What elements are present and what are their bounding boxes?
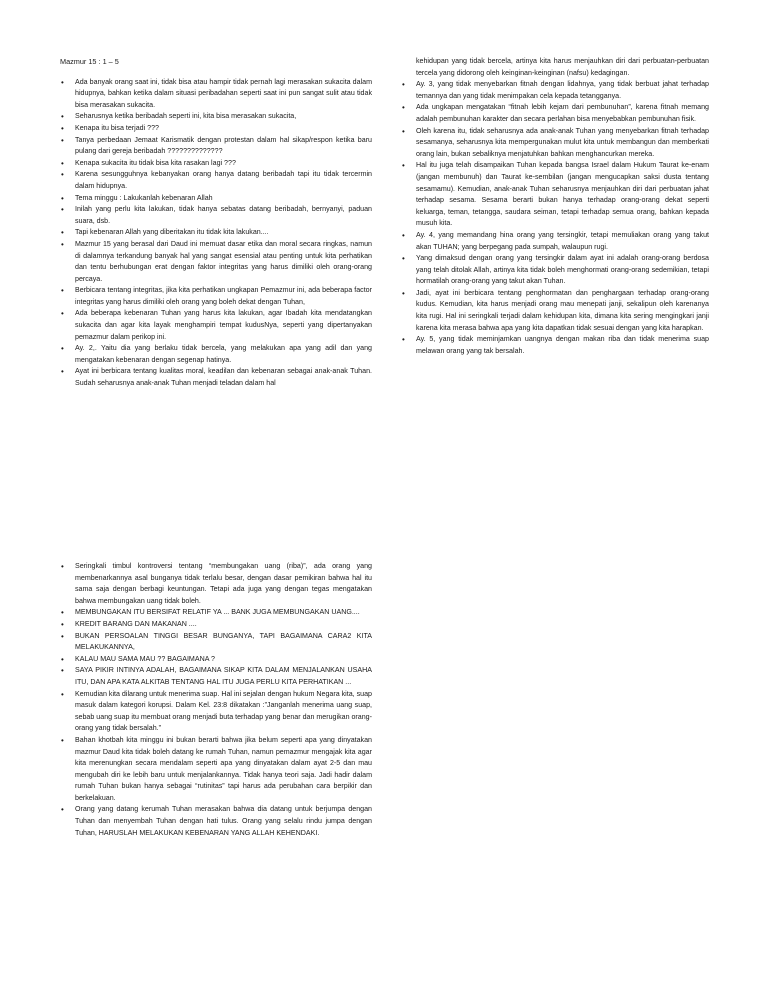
list-item: • Kenapa itu bisa terjadi ???: [60, 123, 372, 135]
list-item: • MEMBUNGAKAN ITU BERSIFAT RELATIF YA ... BANK JUGA MEMBUNGAKAN UANG....: [60, 607, 372, 619]
list-item: • Tanya perbedaan Jemaat Karismatik dengan protestan dalam hal sikap/respon ketika baru pulang dari gereja beribadah ??????????????: [60, 135, 372, 158]
left-bullet-list: [60, 77, 372, 390]
list-item: • Ada beberapa kebenaran Tuhan yang harus kita lakukan, agar Ibadah kita mendatangkan sukacita dan agar kita layak menghampiri tempat kudusNya, seperti yang dipertanyakan pemazmur dalam perikop ini.: [60, 308, 372, 343]
list-item: • Kemudian kita dilarang untuk menerima suap. Hal ini sejalan dengan hukum Negara kita, suap masuk dalam kategori korupsi. Dalam Kel. 23:8 dikatakan :”Janganlah menerima uang suap, sebab uang suap itu membuat orang menjadi buta terhadap yang benar dan merugikan orang-orang yang tidak bersalah.”: [60, 689, 372, 735]
list-item: • BUKAN PERSOALAN TINGGI BESAR BUNGANYA, TAPI BAGAIMANA CARA2 KITA MELAKUKANNYA,: [60, 631, 372, 654]
list-item: • KREDIT BARANG DAN MAKANAN ....: [60, 619, 372, 631]
list-item: • Tema minggu : Lakukanlah kebenaran Allah: [60, 193, 372, 205]
list-item: • Hal itu juga telah disampaikan Tuhan kepada bangsa Israel dalam Hukum Taurat ke-enam (jangan membunuh) dan Taurat ke-sembilan (jangan mengucapkan saksi dusta tentang sesamamu). Kemudian, anak-anak Tuhan seharusnya menjauhkan diri dari perbuatan jahat terhadap sesama. Sesama berarti bukan hanya terhadap orang-orang dekat seperti keluarga, teman, tetangga, saudara seiman, tetapi terhadap semua orang, bahkan kepada musuh kita.: [401, 160, 709, 230]
continued-paragraph: kehidupan yang tidak bercela, artinya kita harus menjauhkan diri dari perbuatan-perbuatan tercela yang didorong oleh keinginan-keinginan (nafsu) kedagingan.: [416, 57, 709, 77]
list-item: • Ay. 2,. Yaitu dia yang berlaku tidak bercela, yang melakukan apa yang adil dan yang mengatakan kebenaran dengan segenap hatinya.: [60, 343, 372, 366]
list-item: • Seharusnya ketika beribadah seperti ini, kita bisa merasakan sukacita,: [60, 111, 372, 123]
right-bullet-list: [401, 56, 709, 357]
bottom-column: [60, 561, 372, 839]
list-item: • Orang yang datang kerumah Tuhan merasakan bahwa dia datang untuk berjumpa dengan Tuhan dan menyembah Tuhan dengan hati tulus. Orang yang selalu rindu jumpa dengan Tuhan, HARUSLAH MELAKUKAN KEBENARAN YANG ALLAH KEHENDAKI.: [60, 804, 372, 839]
list-item: • SAYA PIKIR INTINYA ADALAH, BAGAIMANA SIKAP KITA DALAM MENJALANKAN USAHA ITU, DAN APA KATA ALKITAB TENTANG HAL ITU JUGA PERLU KITA PERHATIKAN ...: [60, 665, 372, 688]
list-item: • Ay. 3, yang tidak menyebarkan fitnah dengan lidahnya, yang tidak berbuat jahat terhadap temannya dan yang tidak menimpakan cela kepada tetangganya.: [401, 79, 709, 102]
list-item: • Jadi, ayat ini berbicara tentang penghormatan dan penghargaan terhadap orang-orang kudus. Kemudian, kita harus menjadi orang mau menepati janji, sekalipun oleh karenanya kita rugi. Hal ini seringkali terjadi dalam kehidupan kita, dimana kita sering mengingkari janji karena kita merasa bahwa apa yang kita dapatkan tidak sesuai dengan yang kita harapkan.: [401, 288, 709, 334]
list-item: • Berbicara tentang integritas, jika kita perhatikan ungkapan Pemazmur ini, ada beberapa factor integritas yang harus dimiliki oleh orang yang boleh dekat dengan Tuhan,: [60, 285, 372, 308]
list-item: • Mazmur 15 yang berasal dari Daud ini memuat dasar etika dan moral secara ringkas, namun di dalamnya terkandung banyak hal yang sangat esensial atau penting untuk kita perhatikan dan tentu berhubungan erat dengan faktor integritas yang harus dimiliki oleh orang-orang percaya.: [60, 239, 372, 285]
list-item: • Ay. 4, yang memandang hina orang yang tersingkir, tetapi memuliakan orang yang takut akan TUHAN; yang berpegang pada sumpah, walaupun rugi.: [401, 230, 709, 253]
list-item: • Ayat ini berbicara tentang kualitas moral, keadilan dan kebenaran sebagai anak-anak Tuhan. Sudah seharusnya anak-anak Tuhan menjadi teladan dalam hal: [60, 366, 372, 389]
list-item: • Yang dimaksud dengan orang yang tersingkir dalam ayat ini adalah orang-orang berdosa yang telah ditolak Allah, artinya kita tidak boleh menghormati orang-orang sedemikian, tetapi hormatilah orang-orang yang takut akan Tuhan.: [401, 253, 709, 288]
list-item: • Bahan khotbah kita minggu ini bukan berarti bahwa jika belum seperti apa yang dinyatakan mazmur Daud kita tidak boleh datang ke rumah Tuhan, namun pemazmur mengajak kita agar kita merenungkan secara mendalam seperti apa yang dinyatakan dalam ayat 2-5 dan mau mengubah diri ke lebih baru untuk menjalankannya. Tidak hanya teori saja. Jadi hadir dalam rumah Tuhan bukan hanya sebagai “rutinitas” tapi harus ada perubahan cara berpikir dan berkelakuan.: [60, 735, 372, 805]
list-item: • Kenapa sukacita itu tidak bisa kita rasakan lagi ???: [60, 158, 372, 170]
page-heading: Mazmur 15 : 1 – 5: [60, 57, 119, 66]
list-item: • Ada ungkapan mengatakan “fitnah lebih kejam dari pembunuhan”, karena fitnah memang adalah pembunuhan karakter dan secara perlahan bisa menyebabkan pembunuhan fisik.: [401, 102, 709, 125]
bottom-bullet-list: [60, 561, 372, 839]
list-item: • Ay. 5, yang tidak meminjamkan uangnya dengan makan riba dan tidak menerima suap melawan orang yang tak bersalah.: [401, 334, 709, 357]
list-item: • Tapi kebenaran Allah yang diberitakan itu tidak kita lakukan....: [60, 227, 372, 239]
list-item: • KALAU MAU SAMA MAU ?? BAGAIMANA ?: [60, 654, 372, 666]
right-column: [401, 56, 709, 357]
left-column: [60, 56, 372, 390]
list-item: • Oleh karena itu, tidak seharusnya ada anak-anak Tuhan yang menyebarkan fitnah terhadap sesamanya, seharusnya kita mempergunakan mulut kita untuk membangun dan memberkati orang lain, bukan sebaliknya menjatuhkan bahkan menghancurkan mereka.: [401, 126, 709, 161]
list-item: • Ada banyak orang saat ini, tidak bisa atau hampir tidak pernah lagi merasakan sukacita dalam hidupnya, bahkan ketika dalam situasi peribadahan seperti saat ini pun sangat sulit atau tidak bisa merasakan sukacita.: [60, 77, 372, 112]
list-item: • Inilah yang perlu kita lakukan, tidak hanya sebatas datang beribadah, bernyanyi, paduan suara, dsb.: [60, 204, 372, 227]
list-item: • Seringkali timbul kontroversi tentang “membungakan uang (riba)”, ada orang yang membenarkannya asal bunganya tidak terlalu besar, dengan dasar pemikiran bahwa hal itu sama saja dengan berbagi keuntungan. Tetapi ada juga yang dengan tegas mengatakan bahwa membungakan uang tidak boleh.: [60, 561, 372, 607]
list-item: • Karena sesungguhnya kebanyakan orang hanya datang beribadah tapi itu tidak tercermin dalam hidupnya.: [60, 169, 372, 192]
